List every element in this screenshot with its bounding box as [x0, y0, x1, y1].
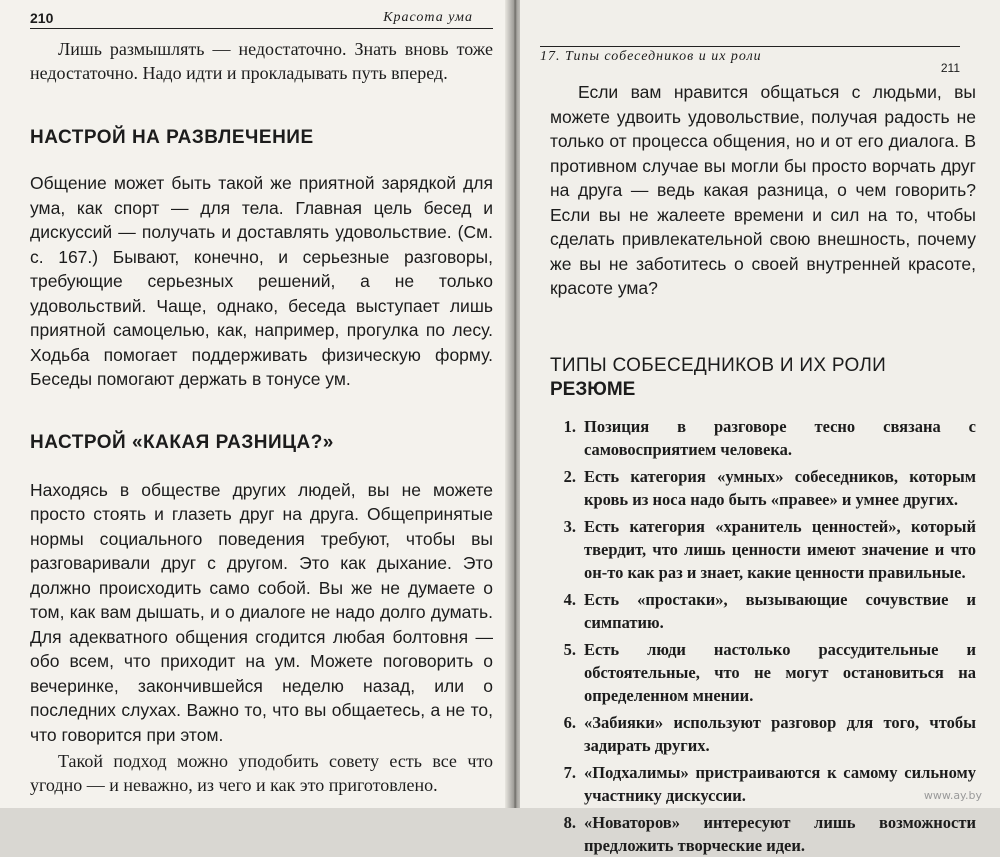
left-intro-paragraph: Лишь размышлять — недостаточно. Знать вновь тоже недостаточно. Надо идти и прокладывать путь вперед. [30, 39, 493, 83]
left-running-header [30, 10, 493, 29]
right-intro-paragraph: Если вам нравится общаться с людьми, вы можете удвоить удовольствие, получая радость не только от процесса общения, но и от его диалога. В противном случае вы могли бы просто ворчать друг на друга — ведь какая разница, о чем говорить? Если вы не жалеете времени и сил на то, чтобы сделать привлекательной свою внешность, почему же вы не заботитесь о своей внутренней красоте, красоте ума? [550, 82, 976, 298]
section1-heading: НАСТРОЙ НА РАЗВЛЕЧЕНИЕ [30, 127, 314, 148]
section-title: ТИПЫ СОБЕСЕДНИКОВ И ИХ РОЛИ [550, 354, 887, 376]
list-item: 8. «Новаторов» интересуют лишь возможности предложить творческие идеи. [563, 812, 976, 855]
list-item: 4. Есть «простаки», вызывающие сочувствие и симпатию. [563, 589, 976, 632]
left-running-title: Красота ума [383, 10, 473, 25]
right-running-title: 17. Типы собеседников и их роли [540, 49, 762, 64]
list-item: 6. «Забияки» используют разговор для того, чтобы задирать других. [563, 712, 976, 755]
summary-list [550, 415, 976, 857]
list-item: 2. Есть категория «умных» собеседников, которым кровь из носа надо быть «правее» и умнее других. [563, 466, 976, 509]
closing-paragraph: Такой подход можно уподобить совету есть все что угодно — и неважно, из чего и как это приготовлено. [30, 751, 493, 795]
right-page [520, 0, 1000, 855]
list-item: 5. Есть люди настолько рассудительные и обстоятельные, что не могут остановиться на определенном мнении. [563, 639, 976, 705]
left-page [0, 0, 515, 808]
list-item: 1. Позиция в разговоре тесно связана с самовосприятием человека. [563, 416, 976, 459]
summary-title: РЕЗЮМЕ [550, 378, 636, 400]
right-page-number: 211 [940, 61, 960, 75]
section2-heading: НАСТРОЙ «КАКАЯ РАЗНИЦА?» [30, 431, 334, 453]
section1-text: Общение может быть такой же приятной зарядкой для ума, как спорт — для тела. Главная цель бесед и дискуссий — получать и доставлять удовольствие. (См. с. 167.) Бывают, конечно, и серьезные разговоры, требующие серьезных решений, а не только удовольствий. Чаще, однако, беседа выступает лишь приятной самоцелью, как, например, прогулка по лесу. Ходьба помогает поддерживать физическую форму. Беседы помогают держать в тонусе ум. [30, 173, 493, 389]
section2-text: Находясь в обществе других людей, вы не можете просто стоять и глазеть друг на друга. Общепринятые нормы социального поведения требуют, чтобы вы разговаривали друг с другом. Это как дыхание. Это должно происходить само собой. Вы же не думаете о том, как вам дышать, и о диалоге не надо долго думать. Для адекватного общения сгодится любая болтовня — обо всем, что приходит на ум. Можете поговорить о вечеринке, закончившейся неделю назад, или о последних слухах. Важно то, что вы общаетесь, а не то, что говорится при этом. [30, 479, 493, 745]
list-item: 7. «Подхалимы» пристраиваются к самому сильному участнику дискуссии. [563, 762, 976, 805]
left-page-number: 210 [30, 10, 54, 26]
right-running-header [540, 46, 960, 75]
list-item: 3. Есть категория «хранитель ценностей», который твердит, что лишь ценности имеют значение и что он-то как раз и знает, какие ценности правильные. [563, 516, 976, 582]
watermark: www.ay.by [923, 789, 982, 802]
